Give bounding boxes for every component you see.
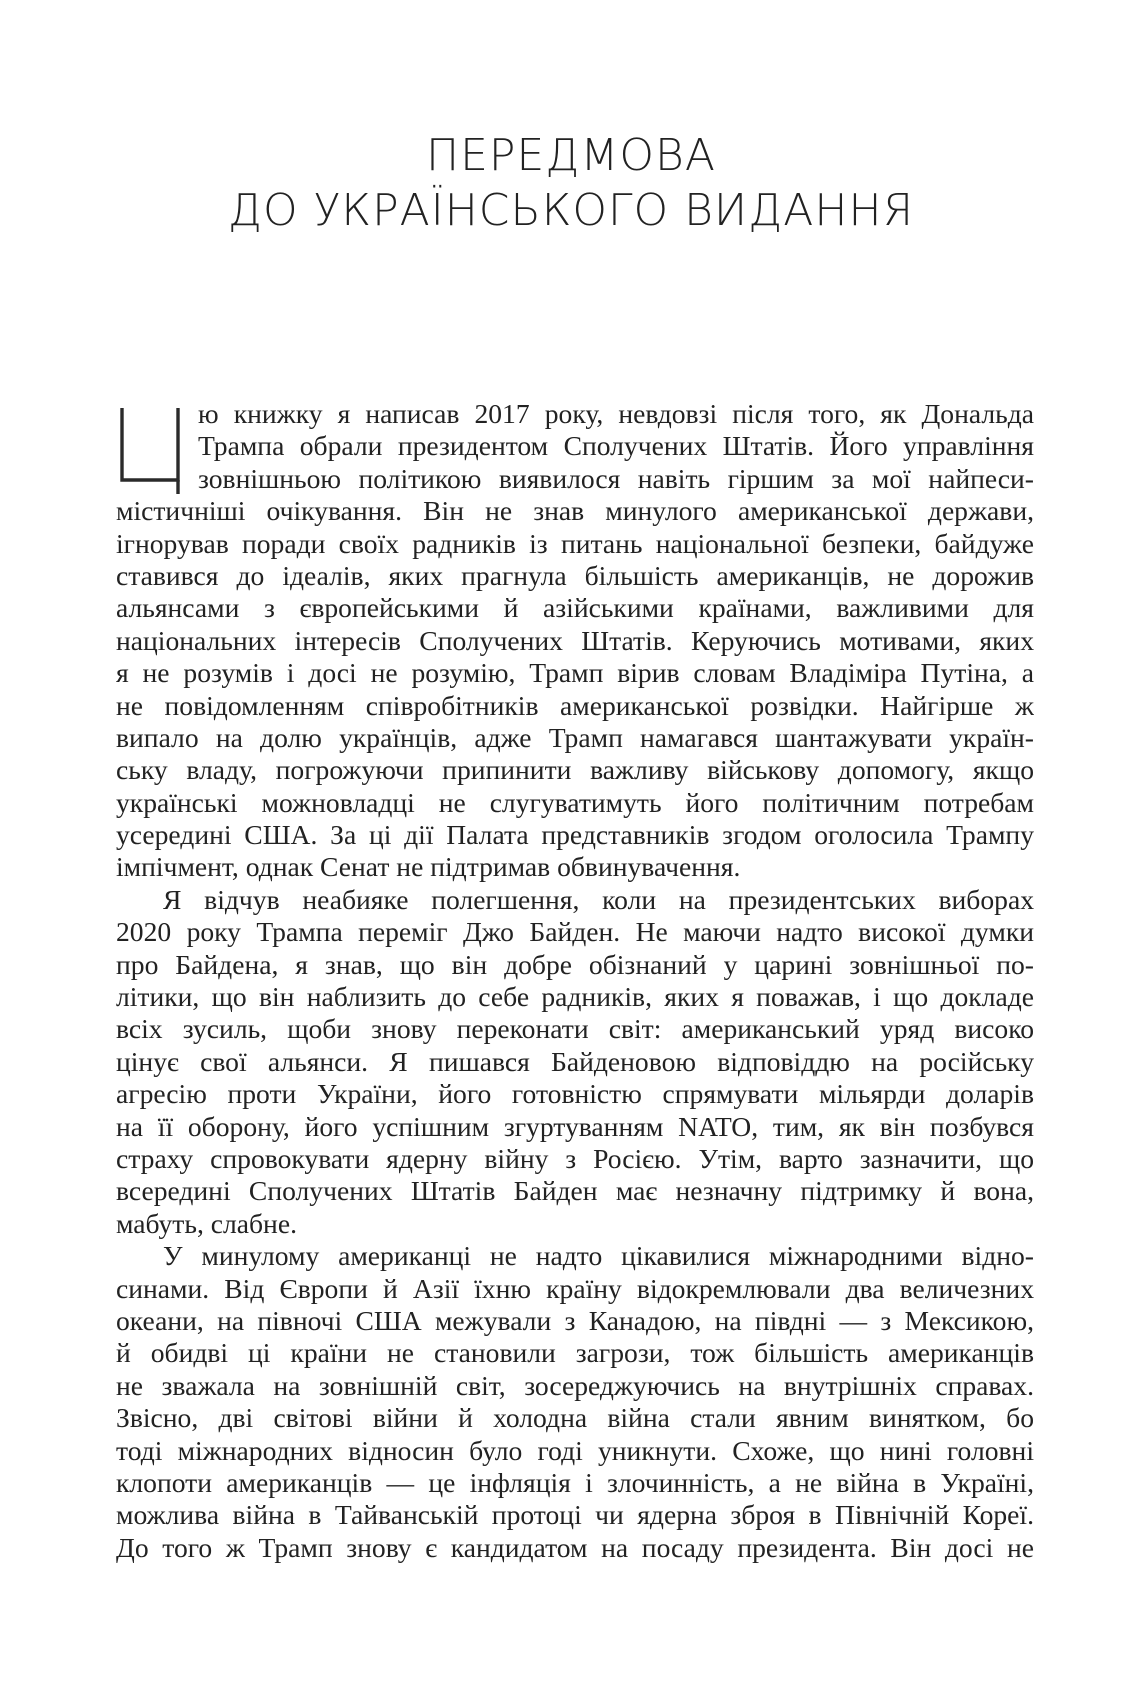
text-line: всіх зусиль, щоби знову переконати світ: американський уряд високо <box>116 1013 1034 1045</box>
text-line: не зважала на зовнішній світ, зосереджуючись на внутрішніх справах. <box>116 1369 1034 1401</box>
text-line: на її оборону, його успішним згуртуванням NATO, тим, як він позбувся <box>116 1110 1034 1142</box>
text-line: національних інтересів Сполучених Штатів. Керуючись мотивами, яких <box>116 624 1034 656</box>
text-line: імпічмент, однак Сенат не підтримав обвинувачення. <box>116 851 741 883</box>
text-line: всередині Сполучених Штатів Байден має незначну підтримку й вона, <box>116 1175 1034 1207</box>
paragraph-1 <box>116 398 1034 884</box>
text-line: Звісно, дві світові війни й холодна війна стали явним винятком, бо <box>116 1402 1034 1434</box>
text-line: Трампа обрали президентом Сполучених Штатів. Його управління <box>198 430 1034 462</box>
text-line: про Байдена, я знав, що він добре обізнаний у царині зовнішньої по- <box>116 948 1034 980</box>
chapter-title <box>0 128 1142 238</box>
text-line: океани, на півночі США межували з Канадою, на півдні — з Мексикою, <box>116 1304 1034 1336</box>
chapter-title-line-1: ПЕРЕДМОВА <box>426 130 716 181</box>
body-text <box>116 398 1034 1564</box>
text-line: альянсами з європейськими й азійськими країнами, важливими для <box>116 592 1034 624</box>
text-line: ігнорував поради своїх радників із питань національної безпеки, байдуже <box>116 527 1034 559</box>
text-line: я не розумів і досі не розумію, Трамп вірив словам Владіміра Путіна, а <box>116 657 1034 689</box>
text-line: ставився до ідеалів, яких прагнула більшість американців, не дорожив <box>116 559 1034 591</box>
text-line: літики, що він наблизить до себе радників, яких я поважав, і що докладе <box>116 981 1034 1013</box>
text-line: зовнішньою політикою виявилося навіть гіршим за мої найпеси- <box>198 462 1034 494</box>
chapter-title-line-2: ДО УКРАЇНСЬКОГО ВИДАННЯ <box>227 185 915 236</box>
text-line: У минулому американці не надто цікавилися міжнародними відно- <box>163 1240 1034 1272</box>
text-line: До того ж Трамп знову є кандидатом на посаду президента. Він досі не <box>116 1531 1034 1563</box>
text-line: синами. Від Європи й Азії їхню країну відокремлювали два величезних <box>116 1272 1034 1304</box>
text-line: українські можновладці не слугуватимуть його політичним потребам <box>116 786 1034 818</box>
text-line: цінує свої альянси. Я пишався Байденовою відповіддю на російську <box>116 1045 1034 1077</box>
text-line: ську владу, погрожуючи припинити важливу військову допомогу, якщо <box>116 754 1034 786</box>
text-line: мабуть, слабне. <box>116 1207 297 1239</box>
text-line: тоді міжнародних відносин було годі уникнути. Схоже, що нині головні <box>116 1434 1034 1466</box>
text-line: Я відчув неабияке полегшення, коли на президентських виборах <box>163 883 1034 915</box>
text-line: можлива війна в Тайванській протоці чи ядерна зброя в Північній Кореї. <box>116 1499 1034 1531</box>
text-line: клопоти американців — це інфляція і злочинність, а не війна в Україні, <box>116 1466 1034 1498</box>
text-line: усередині США. За ці дії Палата представників згодом оголосила Трампу <box>116 819 1034 851</box>
drop-cap-letter <box>116 402 198 496</box>
text-line: страху спровокувати ядерну війну з Росією. Утім, варто зазначити, що <box>116 1142 1034 1174</box>
text-line: містичніші очікування. Він не знав минулого американської держави, <box>116 495 1034 527</box>
text-line: агресію проти України, його готовністю спрямувати мільярди доларів <box>116 1078 1034 1110</box>
text-line: випало на долю українців, адже Трамп намагався шантажувати україн- <box>116 721 1034 753</box>
text-line: не повідомленням співробітників американської розвідки. Найгірше ж <box>116 689 1034 721</box>
text-line: ю книжку я написав 2017 року, невдовзі після того, як Дональда <box>198 398 1034 429</box>
paragraph-2 <box>116 884 1034 1240</box>
text-line: й обидві ці країни не становили загрози, тож більшість американців <box>116 1337 1034 1369</box>
text-line: 2020 року Трампа переміг Джо Байден. Не маючи надто високої думки <box>116 916 1034 948</box>
paragraph-3 <box>116 1240 1034 1564</box>
